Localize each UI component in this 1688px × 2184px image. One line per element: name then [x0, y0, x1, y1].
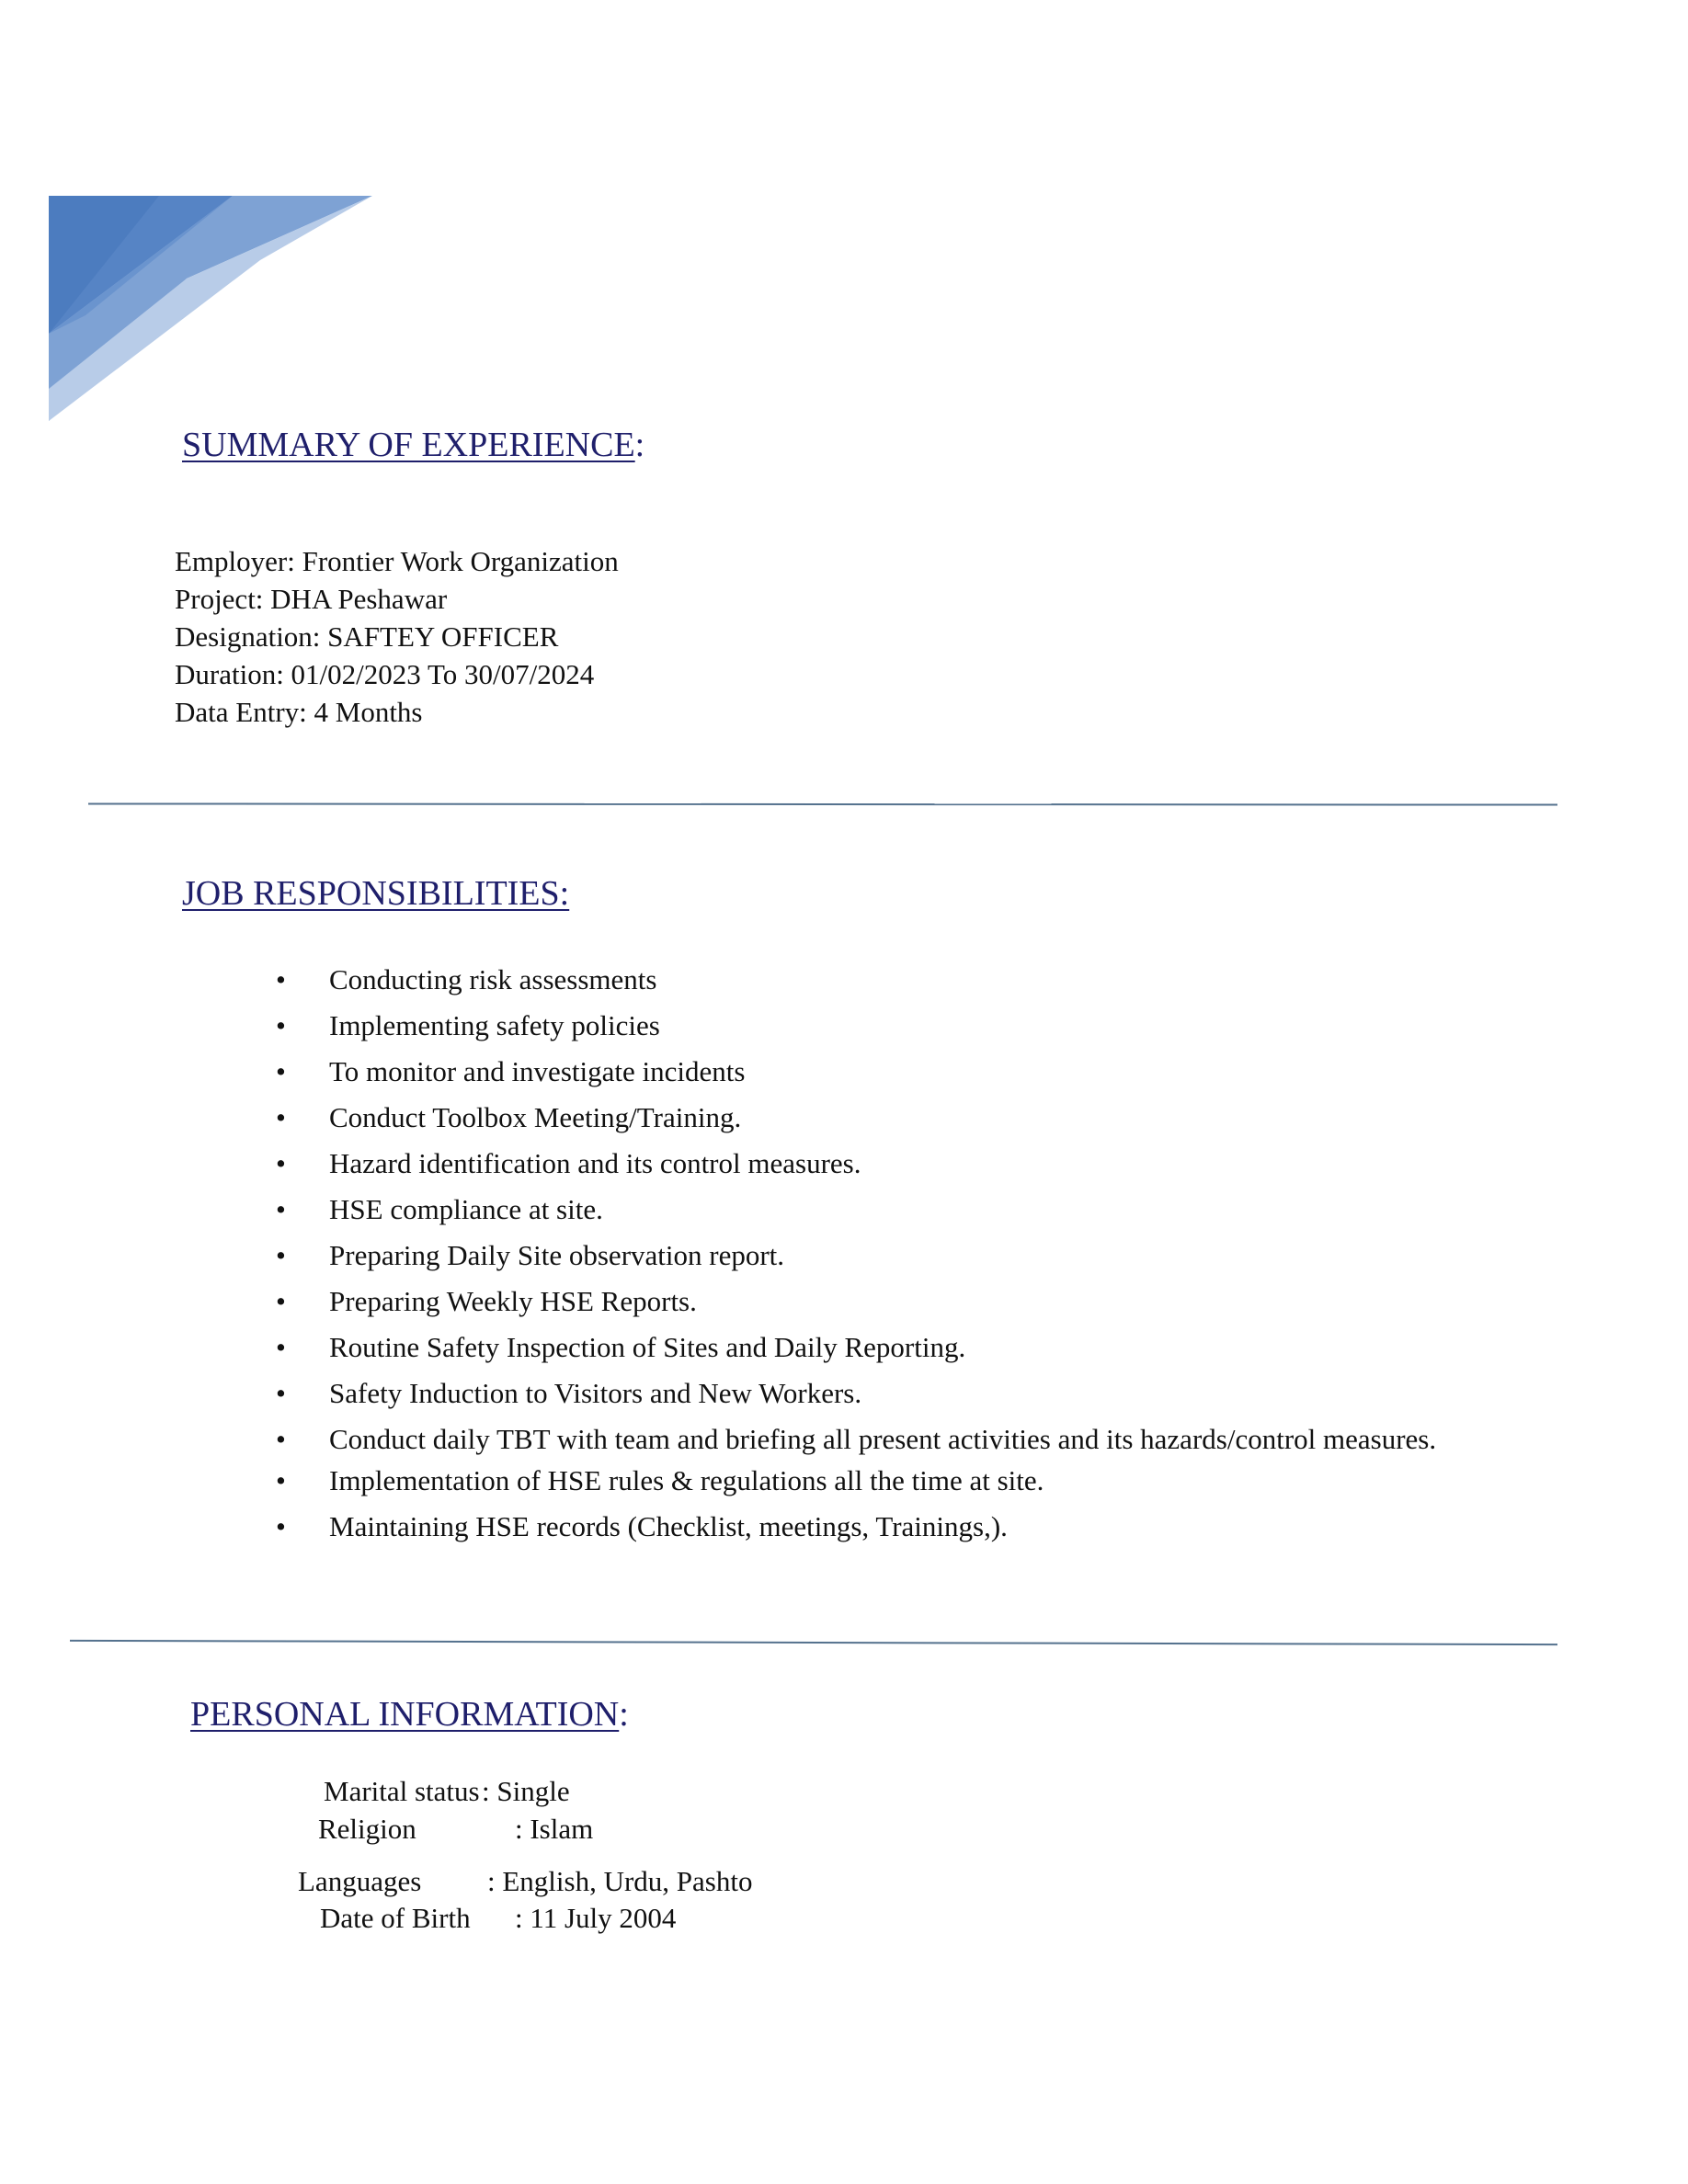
- personal-heading-text: PERSONAL INFORMATION: [190, 1695, 620, 1734]
- list-item: [276, 1236, 1499, 1274]
- list-item: [276, 1507, 1499, 1545]
- languages-value: : English, Urdu, Pashto: [487, 1865, 753, 1897]
- personal-heading-colon: :: [619, 1695, 629, 1734]
- list-item-text: Conduct Toolbox Meeting/Training.: [329, 1101, 742, 1133]
- list-item-text: Maintaining HSE records (Checklist, meetings, Trainings,).: [329, 1510, 1008, 1542]
- languages-label: Languages: [298, 1865, 422, 1897]
- list-item: [276, 1098, 1499, 1136]
- list-item-text: Safety Induction to Visitors and New Workers.: [329, 1377, 862, 1409]
- list-item-text: Implementing safety policies: [329, 1009, 660, 1041]
- list-item: [276, 1462, 1499, 1499]
- bullet-icon: •: [276, 1510, 286, 1542]
- section-divider: [70, 1640, 1557, 1645]
- list-item-text: Preparing Daily Site observation report.: [329, 1239, 785, 1271]
- list-item: [276, 961, 1499, 998]
- list-item: [276, 1374, 1499, 1412]
- bullet-icon: •: [276, 1009, 286, 1041]
- job-heading-text: JOB RESPONSIBILITIES:: [182, 874, 570, 913]
- list-item-text: Routine Safety Inspection of Sites and Daily Reporting.: [329, 1331, 966, 1363]
- project-line: Project: DHA Peshawar: [175, 583, 448, 615]
- bullet-icon: •: [276, 1285, 286, 1317]
- date-of-birth-label: Date of Birth: [320, 1902, 471, 1934]
- bullet-icon: •: [276, 1377, 286, 1409]
- section-divider: [88, 802, 1557, 805]
- bullet-icon: •: [276, 1464, 286, 1496]
- list-item: [276, 1420, 1499, 1458]
- list-item-text: Preparing Weekly HSE Reports.: [329, 1285, 697, 1317]
- list-item: [276, 1190, 1499, 1228]
- bullet-icon: •: [276, 1239, 286, 1271]
- bullet-icon: •: [276, 1331, 286, 1363]
- bullet-icon: •: [276, 1101, 286, 1133]
- marital-status-value: : Single: [482, 1775, 570, 1807]
- personal-information-heading: [190, 1694, 629, 1736]
- data-entry-line: Data Entry: 4 Months: [175, 696, 423, 728]
- list-item-text: Conducting risk assessments: [329, 963, 657, 995]
- marital-status-label: Marital status: [324, 1775, 480, 1807]
- religion-value: : Islam: [515, 1813, 594, 1845]
- bullet-icon: •: [276, 1055, 286, 1087]
- list-item-text: Conduct daily TBT with team and briefing all present activities and its hazards/control measures.: [329, 1423, 1437, 1455]
- list-item: [276, 1328, 1499, 1366]
- corner-graphic-icon: [49, 196, 372, 421]
- list-item: [276, 1052, 1499, 1090]
- list-item-text: Hazard identification and its control measures.: [329, 1147, 861, 1179]
- list-item: [276, 1007, 1499, 1044]
- bullet-icon: •: [276, 1193, 286, 1225]
- bullet-icon: •: [276, 963, 286, 995]
- responsibilities-list: [276, 961, 1499, 1553]
- experience-details: [175, 542, 619, 731]
- bullet-icon: •: [276, 1147, 286, 1179]
- summary-heading-text: SUMMARY OF EXPERIENCE: [182, 426, 635, 464]
- summary-heading: [182, 425, 644, 467]
- list-item-text: HSE compliance at site.: [329, 1193, 603, 1225]
- list-item: [276, 1144, 1499, 1182]
- list-item-text: Implementation of HSE rules & regulations all the time at site.: [329, 1464, 1044, 1496]
- summary-heading-colon: :: [634, 426, 645, 464]
- list-item: [276, 1282, 1499, 1320]
- duration-line: Duration: 01/02/2023 To 30/07/2024: [175, 658, 595, 690]
- designation-line: Designation: SAFTEY OFFICER: [175, 620, 559, 653]
- employer-line: Employer: Frontier Work Organization: [175, 545, 619, 577]
- bullet-icon: •: [276, 1423, 286, 1455]
- date-of-birth-value: : 11 July 2004: [515, 1902, 677, 1934]
- religion-label: Religion: [318, 1813, 416, 1845]
- job-responsibilities-heading: [182, 873, 569, 916]
- list-item-text: To monitor and investigate incidents: [329, 1055, 746, 1087]
